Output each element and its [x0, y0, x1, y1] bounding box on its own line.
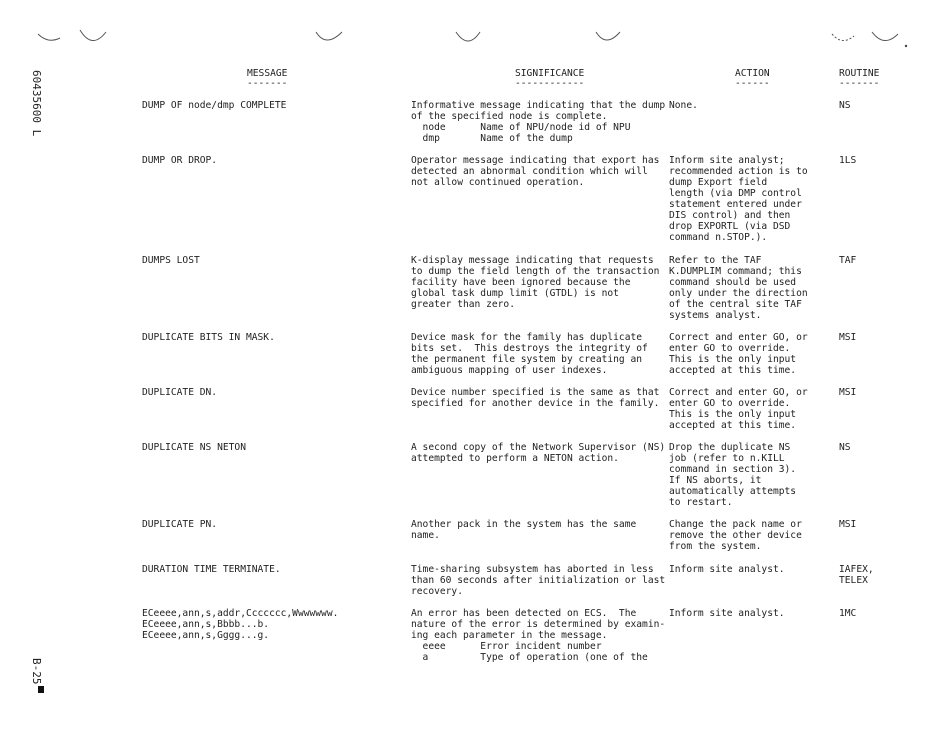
action-cell: Correct and enter GO, or enter GO to override. This is the only input accepted at this time.	[669, 332, 808, 376]
binder-holes	[0, 0, 950, 60]
significance-cell: An error has been detected on ECS. The nature of the error is determined by examin- ing each parameter in the message. eeee Error incident number a Type of operation (one of the	[411, 608, 666, 663]
page-number: B-25	[30, 658, 43, 685]
header-significance: SIGNIFICANCE	[515, 68, 585, 79]
action-cell: Refer to the TAF K.DUMPLIM command; this command should be used only under the direction of the central site TAF systems analyst.	[669, 255, 808, 321]
message-cell: DURATION TIME TERMINATE.	[142, 564, 281, 575]
message-cell: DUMPS LOST	[142, 255, 200, 266]
significance-cell: Time-sharing subsystem has aborted in less than 60 seconds after initialization or last recovery.	[411, 564, 666, 597]
header-action-underline: ------	[735, 78, 770, 89]
message-cell: DUMP OF node/dmp COMPLETE	[142, 100, 287, 111]
routine-cell: IAFEX, TELEX	[839, 564, 874, 586]
routine-cell: MSI	[839, 519, 857, 530]
header-significance-underline: ------------	[515, 78, 585, 89]
document-number: 60435600 L	[30, 70, 43, 137]
significance-cell: Device number specified is the same as that specified for another device in the family.	[411, 387, 660, 409]
significance-cell: Informative message indicating that the dump of the specified node is complete. node Name of NPU/node id of NPU dmp Name of the dump	[411, 100, 666, 144]
message-cell: DUPLICATE DN.	[142, 387, 218, 398]
action-cell: Drop the duplicate NS job (refer to n.KILL command in section 3). If NS aborts, it automatically attempts to restart.	[669, 442, 797, 508]
action-cell: None.	[669, 100, 698, 111]
header-message-underline: -------	[247, 78, 288, 89]
significance-cell: K-display message indicating that requests to dump the field length of the transaction facility have been ignored because the global task dump limit (GTDL) is not greater than zero.	[411, 255, 660, 310]
significance-cell: Operator message indicating that export has detected an abnormal condition which will not allow continued operation.	[411, 155, 660, 188]
routine-cell: MSI	[839, 387, 857, 398]
significance-cell: Another pack in the system has the same name.	[411, 519, 637, 541]
routine-cell: NS	[839, 100, 851, 111]
routine-cell: 1MC	[839, 608, 857, 619]
action-cell: Inform site analyst; recommended action is to dump Export field length (via DMP control statement entered under DIS control) and then drop EXPORTL (via DSD command n.STOP.).	[669, 155, 808, 243]
routine-cell: 1LS	[839, 155, 857, 166]
message-cell: ECeeee,ann,s,addr,Ccccccc,Wwwwwww. ECeeee,ann,s,Bbbb...b. ECeeee,ann,s,Gggg...g.	[142, 608, 339, 641]
message-cell: DUPLICATE BITS IN MASK.	[142, 332, 275, 343]
action-cell: Inform site analyst.	[669, 608, 785, 619]
routine-cell: TAF	[839, 255, 857, 266]
significance-cell: A second copy of the Network Supervisor (NS) attempted to perform a NETON action.	[411, 442, 666, 464]
message-cell: DUMP OR DROP.	[142, 155, 218, 166]
action-cell: Change the pack name or remove the other device from the system.	[669, 519, 802, 552]
message-cell: DUPLICATE PN.	[142, 519, 218, 530]
header-routine-underline: -------	[839, 78, 880, 89]
change-bar	[38, 686, 44, 693]
routine-cell: NS	[839, 442, 851, 453]
significance-cell: Device mask for the family has duplicate bits set. This destroys the integrity of the permanent file system by creating an ambiguous mapping of user indexes.	[411, 332, 648, 376]
message-cell: DUPLICATE NS NETON	[142, 442, 246, 453]
action-cell: Inform site analyst.	[669, 564, 785, 575]
action-cell: Correct and enter GO, or enter GO to override. This is the only input accepted at this time.	[669, 387, 808, 431]
header-action: ACTION	[735, 68, 770, 79]
header-routine: ROUTINE	[839, 68, 880, 79]
routine-cell: MSI	[839, 332, 857, 343]
header-message: MESSAGE	[247, 68, 288, 79]
